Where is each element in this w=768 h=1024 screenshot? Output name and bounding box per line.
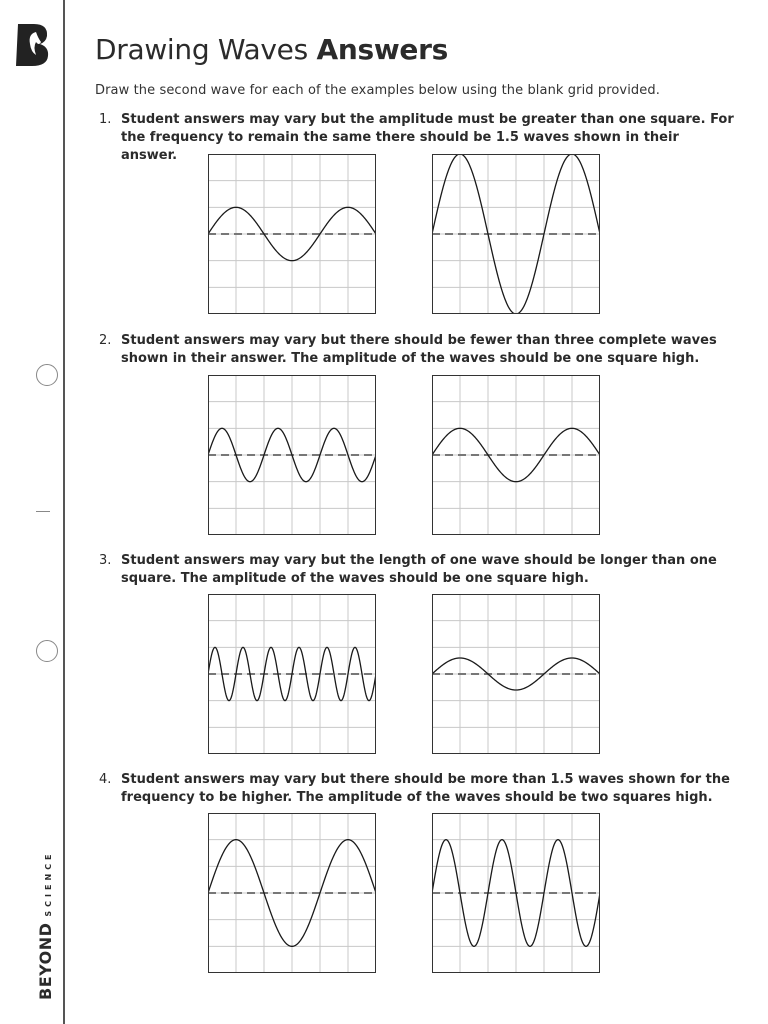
beyond-logo-icon [14, 22, 50, 66]
binder-hole [36, 640, 58, 662]
answer-wave-grid-4 [432, 813, 600, 973]
question-text: Student answers may vary but the amplitude must be greater than one square. For the frequency to remain the same there should be 1.5 waves shown in their answer. [121, 112, 734, 163]
given-wave-grid-4 [208, 813, 376, 973]
margin-line [63, 0, 65, 1024]
question-text: Student answers may vary but there should be more than 1.5 waves shown for the frequency to be higher. The amplitude of the waves should be two squares high. [121, 772, 730, 805]
question-text: Student answers may vary but there should be fewer than three complete waves shown in their answer. The amplitude of the waves should be one square high. [121, 333, 717, 366]
question-number: 2. [99, 333, 112, 348]
fold-mark [36, 511, 50, 512]
binder-hole [36, 364, 58, 386]
given-wave-grid-2 [208, 375, 376, 535]
question-number: 1. [99, 112, 112, 127]
answer-wave-grid-1 [432, 154, 600, 314]
brand-word: BEYOND [36, 922, 55, 1000]
brand-sub: SCIENCE [44, 850, 53, 917]
question-number: 3. [99, 553, 112, 568]
question-text: Student answers may vary but the length of one wave should be longer than one square. The amplitude of the waves should be one square high. [121, 553, 717, 586]
page-title [95, 33, 448, 66]
given-wave-grid-3 [208, 594, 376, 754]
title-main: Drawing Waves [95, 33, 308, 66]
answer-wave-grid-3 [432, 594, 600, 754]
brand-wordmark [36, 850, 55, 1000]
instructions: Draw the second wave for each of the examples below using the blank grid provided. [95, 83, 660, 98]
question-number: 4. [99, 772, 112, 787]
given-wave-grid-1 [208, 154, 376, 314]
title-bold: Answers [316, 33, 448, 66]
answer-wave-grid-2 [432, 375, 600, 535]
